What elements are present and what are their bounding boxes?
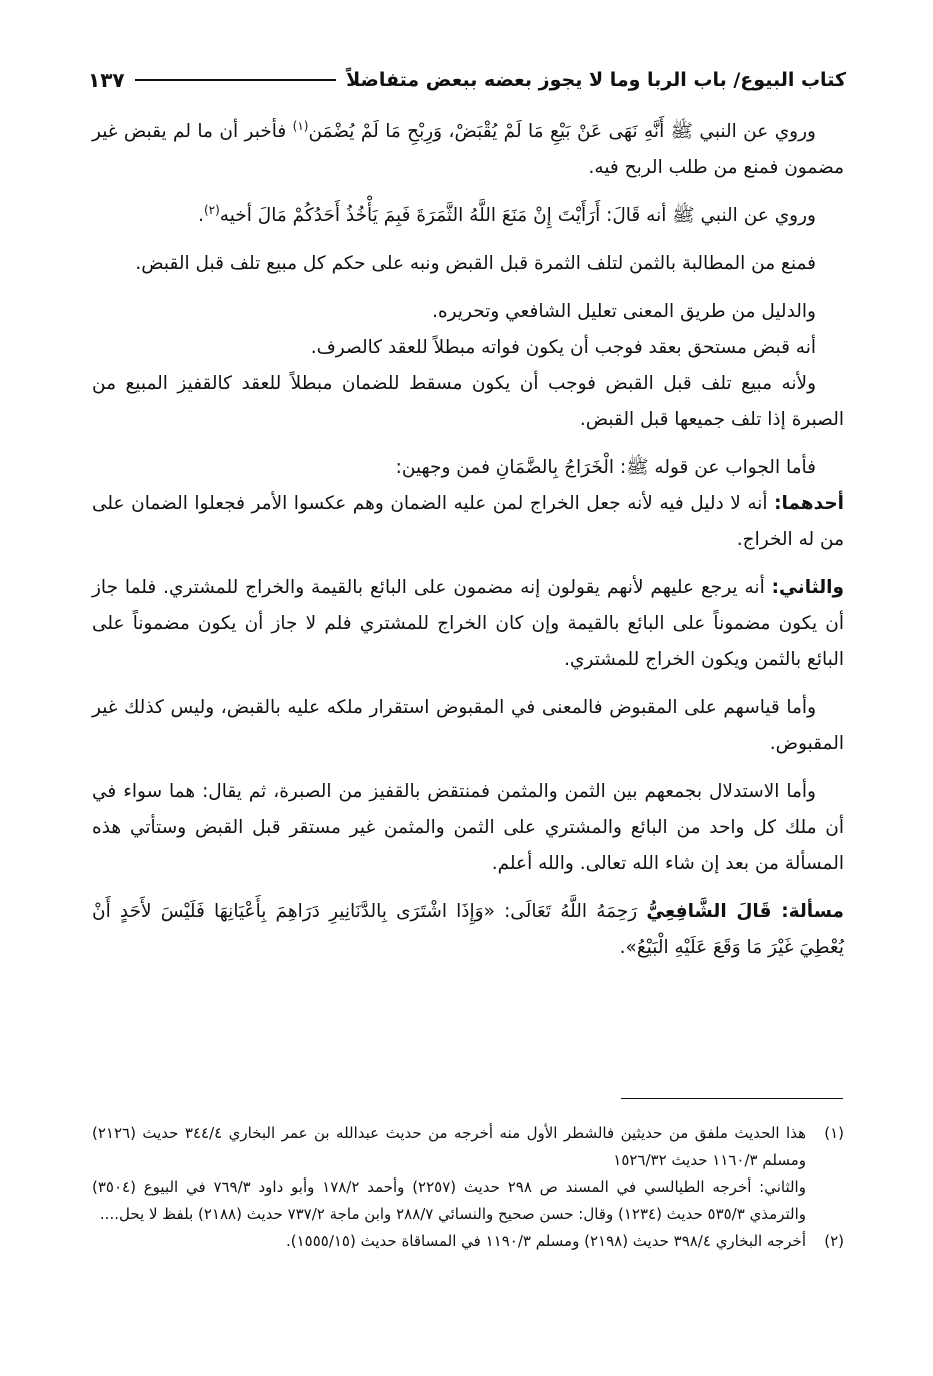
footnote-number bbox=[806, 1174, 844, 1228]
footnotes bbox=[92, 1120, 844, 1255]
main-text bbox=[92, 114, 844, 978]
paragraph: فمنع من المطالبة بالثمن لتلف الثمرة قبل القبض ونبه على حكم كل مبيع تلف قبل القبض. bbox=[135, 253, 816, 274]
footnote-text: أخرجه البخاري ٣٩٨/٤ حديث (٢١٩٨) ومسلم ١١٩٠/٣ في المساقاة حديث (١٥٥٥/١٥). bbox=[285, 1232, 806, 1250]
paragraph: وروي عن النبي ﷺ أَنَّهِ نَهَى عَنْ بَيْعِ مَا لَمْ يُقْبَضْ، وَرِبْحِ مَا لَمْ يُضْمَن$^{(١)}$ فأخبر أن ما لم يقبض غير مضمون فمنع من طلب الربح فيه. bbox=[92, 118, 844, 178]
header-rule bbox=[135, 79, 336, 81]
footnote-text: هذا الحديث ملفق من حديثين فالشطر الأول منه أخرجه من حديث عبدالله بن عمر البخاري ٣٤٤/٤ حديث (٢١٢٦) ومسلم ١١٦٠/٣ حديث ١٥٢٦/٣٢ bbox=[92, 1124, 806, 1169]
paragraph-lead: أحدهما: bbox=[774, 493, 844, 514]
paragraph: وأما قياسهم على المقبوض فالمعنى في المقبوض استقرار ملكه عليه بالقبض، وليس كذلك غير المقبوض. bbox=[92, 697, 844, 754]
footnote-marker: (١) bbox=[292, 118, 309, 133]
chapter-title: كتاب البيوع/ باب الربا وما لا يجوز بعضه ببعض متفاضلاً bbox=[346, 69, 846, 91]
paragraph: أنه قبض مستحق بعقد فوجب أن يكون فواته مبطلاً للعقد كالصرف. bbox=[310, 337, 816, 358]
footnote-separator bbox=[621, 1098, 843, 1099]
footnote bbox=[92, 1174, 844, 1228]
paragraph: وروي عن النبي ﷺ أنه قَالَ: أَرَأَيْتَ إِنْ مَنَعَ اللَّهُ الثَّمَرَةَ فَبِمَ يَأْخُذُ أَحَدُكُمْ مَالَ أخيه$^{(٢)}$. bbox=[198, 202, 816, 226]
paragraph-lead: والثاني: bbox=[771, 577, 844, 598]
paragraph: والدليل من طريق المعنى تعليل الشافعي وتحريره. bbox=[432, 301, 816, 322]
paragraph: فأما الجواب عن قوله ﷺ: الْخَرَاجُ بِالضَّمَانِ فمن وجهين: bbox=[395, 457, 816, 478]
running-header bbox=[88, 62, 846, 98]
footnote-number: (٢) bbox=[824, 1232, 844, 1250]
paragraph: وأما الاستدلال بجمعهم بين الثمن والمثمن فمنتقض بالقفيز من الصبرة، ثم يقال: هما سواء في أن ملك كل واحد من البائع والمشتري على الثمن والمثمن غير مستقر قبل القبض وستأتي هذه المسألة من بعد إن شاء الله تعالى. والله أعلم. bbox=[92, 781, 844, 874]
paragraph: مسألة: قَالَ الشَّافِعِيُّ رَحِمَهُ اللَّهُ تَعَالَى: «وَإِذَا اشْتَرَى بِالدَّنَانِيرِ دَرَاهِمَ بِأَعْيَانِهَا فَلَيْسَ لأَحَدٍ أَنْ يُعْطِيَ غَيْرَ مَا وَقَعَ عَلَيْهِ الْبَيْعُ». bbox=[92, 901, 844, 958]
paragraph: أحدهما: أنه لا دليل فيه لأنه جعل الخراج لمن عليه الضمان وهم عكسوا الأمر فجعلوا الضمان على من له الخراج. bbox=[92, 493, 844, 550]
footnote bbox=[92, 1120, 844, 1174]
footnote bbox=[92, 1228, 844, 1255]
footnote-number: (١) bbox=[824, 1124, 844, 1142]
paragraph: ولأنه مبيع تلف قبل القبض فوجب أن يكون مسقط للضمان مبطلاً للعقد كالقفيز المبيع من الصبرة إذا تلف جميعها قبل القبض. bbox=[92, 373, 844, 430]
page-number: ١٣٧ bbox=[88, 68, 125, 92]
footnote-marker: (٢) bbox=[203, 202, 220, 217]
paragraph: والثاني: أنه يرجع عليهم لأنهم يقولون إنه مضمون على البائع بالقيمة والخراج للمشتري. فلما جاز أن يكون مضموناً على البائع بالقيمة وإن كان الخراج للمشتري فلم لا جاز أن يكون مضموناً على البائع بالثمن ويكون الخراج للمشتري. bbox=[92, 577, 844, 670]
paragraph-lead: مسألة: قَالَ الشَّافِعِيُّ bbox=[646, 901, 844, 922]
footnote-text: والثاني: أخرجه الطيالسي في المسند ص ٢٩٨ حديث (٢٢٥٧) وأحمد ١٧٨/٢ وأبو داود ٧٦٩/٣ في البيوع (٣٥٠٤) والترمذي ٥٣٥/٣ حديث (١٢٣٤) وقال: حسن صحيح والنسائي ٢٨٨/٧ وابن ماجة ٧٣٧/٢ حديث (٢١٨٨) بلفظ لا يحل.... bbox=[92, 1178, 806, 1223]
